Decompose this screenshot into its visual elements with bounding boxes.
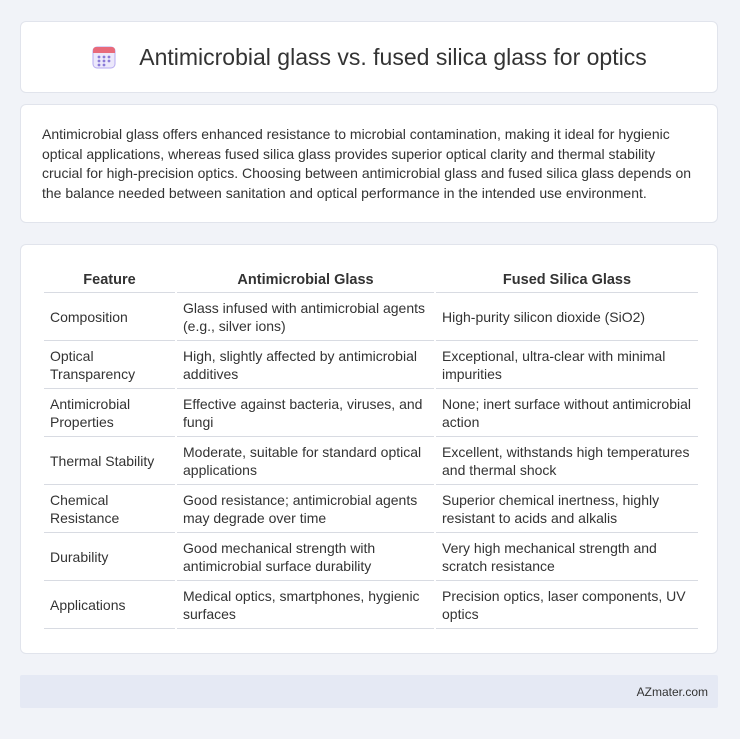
table-row <box>44 437 698 485</box>
cell-fused-silica: Superior chemical inertness, highly resistant to acids and alkalis <box>436 485 698 533</box>
comparison-card <box>20 244 718 654</box>
cell-feature: Chemical Resistance <box>44 485 175 533</box>
comparison-table <box>42 265 700 629</box>
cell-antimicrobial: Effective against bacteria, viruses, and fungi <box>177 389 434 437</box>
header-fused-silica-glass: Fused Silica Glass <box>436 265 698 293</box>
table-row <box>44 485 698 533</box>
intro-card <box>20 104 718 223</box>
cell-fused-silica: None; inert surface without antimicrobial action <box>436 389 698 437</box>
cell-feature: Optical Transparency <box>44 341 175 389</box>
table-row <box>44 533 698 581</box>
cell-fused-silica: Very high mechanical strength and scratch resistance <box>436 533 698 581</box>
cell-fused-silica: Precision optics, laser components, UV optics <box>436 581 698 629</box>
cell-feature: Applications <box>44 581 175 629</box>
cell-antimicrobial: Good resistance; antimicrobial agents may degrade over time <box>177 485 434 533</box>
calendar-icon <box>91 44 117 70</box>
cell-antimicrobial: High, slightly affected by antimicrobial additives <box>177 341 434 389</box>
cell-antimicrobial: Glass infused with antimicrobial agents (e.g., silver ions) <box>177 293 434 341</box>
table-header-row <box>44 265 698 293</box>
cell-antimicrobial: Good mechanical strength with antimicrobial surface durability <box>177 533 434 581</box>
cell-feature: Thermal Stability <box>44 437 175 485</box>
cell-antimicrobial: Moderate, suitable for standard optical applications <box>177 437 434 485</box>
footer-site-link[interactable]: AZmater.com <box>636 684 708 699</box>
table-row <box>44 293 698 341</box>
cell-feature: Composition <box>44 293 175 341</box>
cell-fused-silica: High-purity silicon dioxide (SiO2) <box>436 293 698 341</box>
cell-feature: Durability <box>44 533 175 581</box>
cell-fused-silica: Excellent, withstands high temperatures and thermal shock <box>436 437 698 485</box>
table-row <box>44 581 698 629</box>
header-feature: Feature <box>44 265 175 293</box>
intro-paragraph: Antimicrobial glass offers enhanced resistance to microbial contamination, making it ideal for hygienic optical applications, whereas fused silica glass provides superior optical clarity and thermal stability crucial for high-precision optics. Choosing between antimicrobial glass and fused silica glass depends on the balance needed between sanitation and optical performance in the intended use environment. <box>42 126 692 201</box>
cell-fused-silica: Exceptional, ultra-clear with minimal impurities <box>436 341 698 389</box>
table-row <box>44 389 698 437</box>
page-title: Antimicrobial glass vs. fused silica glass for optics <box>139 43 647 70</box>
table-row <box>44 341 698 389</box>
cell-feature: Antimicrobial Properties <box>44 389 175 437</box>
footer <box>20 675 718 708</box>
title-card <box>20 21 718 93</box>
header-antimicrobial-glass: Antimicrobial Glass <box>177 265 434 293</box>
cell-antimicrobial: Medical optics, smartphones, hygienic surfaces <box>177 581 434 629</box>
